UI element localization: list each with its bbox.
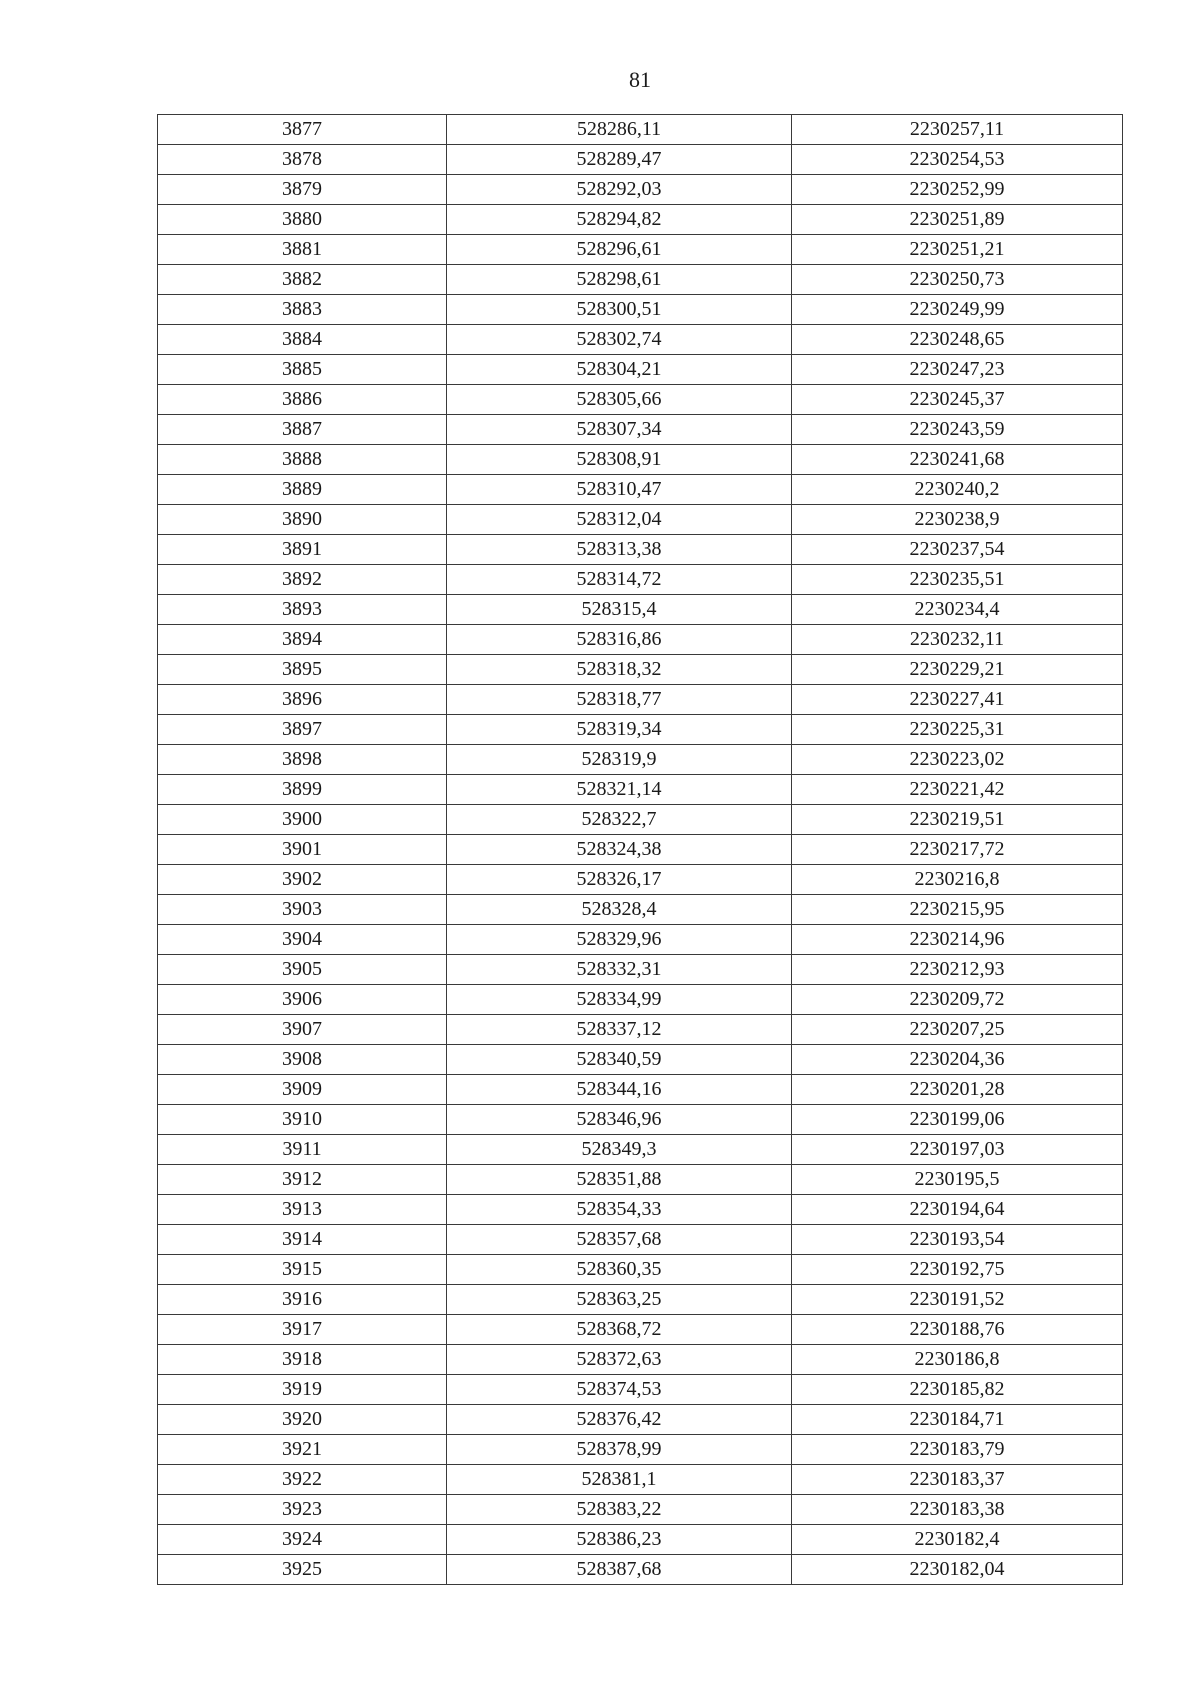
point-number-cell: 3889	[158, 475, 447, 505]
x-coordinate-cell: 528381,1	[447, 1465, 792, 1495]
y-coordinate-cell: 2230209,72	[792, 985, 1123, 1015]
x-coordinate-cell: 528376,42	[447, 1405, 792, 1435]
table-row	[158, 1165, 1123, 1195]
table-row	[158, 595, 1123, 625]
y-coordinate-cell: 2230186,8	[792, 1345, 1123, 1375]
y-coordinate-cell: 2230197,03	[792, 1135, 1123, 1165]
y-coordinate-cell: 2230195,5	[792, 1165, 1123, 1195]
y-coordinate-cell: 2230238,9	[792, 505, 1123, 535]
y-coordinate-cell: 2230232,11	[792, 625, 1123, 655]
x-coordinate-cell: 528318,77	[447, 685, 792, 715]
x-coordinate-cell: 528337,12	[447, 1015, 792, 1045]
table-row	[158, 895, 1123, 925]
table-row	[158, 1105, 1123, 1135]
x-coordinate-cell: 528387,68	[447, 1555, 792, 1585]
y-coordinate-cell: 2230191,52	[792, 1285, 1123, 1315]
point-number-cell: 3918	[158, 1345, 447, 1375]
table-row	[158, 985, 1123, 1015]
y-coordinate-cell: 2230188,76	[792, 1315, 1123, 1345]
table-row	[158, 415, 1123, 445]
table-row	[158, 205, 1123, 235]
point-number-cell: 3890	[158, 505, 447, 535]
point-number-cell: 3910	[158, 1105, 447, 1135]
x-coordinate-cell: 528310,47	[447, 475, 792, 505]
table-row	[158, 1435, 1123, 1465]
y-coordinate-cell: 2230245,37	[792, 385, 1123, 415]
y-coordinate-cell: 2230207,25	[792, 1015, 1123, 1045]
point-number-cell: 3882	[158, 265, 447, 295]
x-coordinate-cell: 528383,22	[447, 1495, 792, 1525]
y-coordinate-cell: 2230257,11	[792, 115, 1123, 145]
x-coordinate-cell: 528286,11	[447, 115, 792, 145]
point-number-cell: 3887	[158, 415, 447, 445]
x-coordinate-cell: 528360,35	[447, 1255, 792, 1285]
coordinates-table	[157, 114, 1123, 1585]
point-number-cell: 3902	[158, 865, 447, 895]
x-coordinate-cell: 528319,9	[447, 745, 792, 775]
table-row	[158, 715, 1123, 745]
x-coordinate-cell: 528322,7	[447, 805, 792, 835]
point-number-cell: 3905	[158, 955, 447, 985]
table-row	[158, 1285, 1123, 1315]
table-row	[158, 865, 1123, 895]
x-coordinate-cell: 528326,17	[447, 865, 792, 895]
y-coordinate-cell: 2230201,28	[792, 1075, 1123, 1105]
y-coordinate-cell: 2230184,71	[792, 1405, 1123, 1435]
y-coordinate-cell: 2230183,37	[792, 1465, 1123, 1495]
table-row	[158, 1045, 1123, 1075]
table-row	[158, 505, 1123, 535]
point-number-cell: 3919	[158, 1375, 447, 1405]
point-number-cell: 3911	[158, 1135, 447, 1165]
y-coordinate-cell: 2230240,2	[792, 475, 1123, 505]
x-coordinate-cell: 528316,86	[447, 625, 792, 655]
point-number-cell: 3892	[158, 565, 447, 595]
x-coordinate-cell: 528329,96	[447, 925, 792, 955]
table-row	[158, 655, 1123, 685]
table-row	[158, 805, 1123, 835]
x-coordinate-cell: 528351,88	[447, 1165, 792, 1195]
table-row	[158, 1375, 1123, 1405]
x-coordinate-cell: 528308,91	[447, 445, 792, 475]
point-number-cell: 3903	[158, 895, 447, 925]
table-row	[158, 145, 1123, 175]
x-coordinate-cell: 528294,82	[447, 205, 792, 235]
table-row	[158, 955, 1123, 985]
table-row	[158, 325, 1123, 355]
y-coordinate-cell: 2230183,79	[792, 1435, 1123, 1465]
table-row	[158, 1255, 1123, 1285]
point-number-cell: 3877	[158, 115, 447, 145]
point-number-cell: 3906	[158, 985, 447, 1015]
table-row	[158, 175, 1123, 205]
point-number-cell: 3896	[158, 685, 447, 715]
x-coordinate-cell: 528312,04	[447, 505, 792, 535]
x-coordinate-cell: 528318,32	[447, 655, 792, 685]
x-coordinate-cell: 528349,3	[447, 1135, 792, 1165]
page-number: 81	[629, 67, 651, 92]
point-number-cell: 3893	[158, 595, 447, 625]
x-coordinate-cell: 528315,4	[447, 595, 792, 625]
point-number-cell: 3891	[158, 535, 447, 565]
table-row	[158, 1495, 1123, 1525]
point-number-cell: 3883	[158, 295, 447, 325]
point-number-cell: 3901	[158, 835, 447, 865]
table-row	[158, 235, 1123, 265]
x-coordinate-cell: 528298,61	[447, 265, 792, 295]
y-coordinate-cell: 2230219,51	[792, 805, 1123, 835]
y-coordinate-cell: 2230215,95	[792, 895, 1123, 925]
x-coordinate-cell: 528313,38	[447, 535, 792, 565]
y-coordinate-cell: 2230229,21	[792, 655, 1123, 685]
x-coordinate-cell: 528324,38	[447, 835, 792, 865]
y-coordinate-cell: 2230182,04	[792, 1555, 1123, 1585]
y-coordinate-cell: 2230217,72	[792, 835, 1123, 865]
x-coordinate-cell: 528357,68	[447, 1225, 792, 1255]
point-number-cell: 3917	[158, 1315, 447, 1345]
point-number-cell: 3916	[158, 1285, 447, 1315]
y-coordinate-cell: 2230212,93	[792, 955, 1123, 985]
point-number-cell: 3900	[158, 805, 447, 835]
y-coordinate-cell: 2230243,59	[792, 415, 1123, 445]
y-coordinate-cell: 2230241,68	[792, 445, 1123, 475]
y-coordinate-cell: 2230252,99	[792, 175, 1123, 205]
y-coordinate-cell: 2230193,54	[792, 1225, 1123, 1255]
table-row	[158, 535, 1123, 565]
table-row	[158, 1015, 1123, 1045]
y-coordinate-cell: 2230247,23	[792, 355, 1123, 385]
y-coordinate-cell: 2230185,82	[792, 1375, 1123, 1405]
point-number-cell: 3885	[158, 355, 447, 385]
table-row	[158, 1075, 1123, 1105]
x-coordinate-cell: 528292,03	[447, 175, 792, 205]
x-coordinate-cell: 528354,33	[447, 1195, 792, 1225]
point-number-cell: 3925	[158, 1555, 447, 1585]
table-row	[158, 1135, 1123, 1165]
point-number-cell: 3879	[158, 175, 447, 205]
point-number-cell: 3920	[158, 1405, 447, 1435]
y-coordinate-cell: 2230249,99	[792, 295, 1123, 325]
y-coordinate-cell: 2230227,41	[792, 685, 1123, 715]
point-number-cell: 3888	[158, 445, 447, 475]
point-number-cell: 3898	[158, 745, 447, 775]
point-number-cell: 3904	[158, 925, 447, 955]
y-coordinate-cell: 2230235,51	[792, 565, 1123, 595]
table-row	[158, 265, 1123, 295]
table-row	[158, 445, 1123, 475]
table-row	[158, 685, 1123, 715]
table-row	[158, 775, 1123, 805]
table-row	[158, 385, 1123, 415]
point-number-cell: 3884	[158, 325, 447, 355]
x-coordinate-cell: 528332,31	[447, 955, 792, 985]
x-coordinate-cell: 528289,47	[447, 145, 792, 175]
x-coordinate-cell: 528319,34	[447, 715, 792, 745]
table-row	[158, 835, 1123, 865]
y-coordinate-cell: 2230183,38	[792, 1495, 1123, 1525]
x-coordinate-cell: 528300,51	[447, 295, 792, 325]
x-coordinate-cell: 528296,61	[447, 235, 792, 265]
y-coordinate-cell: 2230199,06	[792, 1105, 1123, 1135]
table-row	[158, 1465, 1123, 1495]
y-coordinate-cell: 2230182,4	[792, 1525, 1123, 1555]
x-coordinate-cell: 528378,99	[447, 1435, 792, 1465]
table-row	[158, 745, 1123, 775]
point-number-cell: 3899	[158, 775, 447, 805]
y-coordinate-cell: 2230221,42	[792, 775, 1123, 805]
table-row	[158, 1195, 1123, 1225]
y-coordinate-cell: 2230237,54	[792, 535, 1123, 565]
point-number-cell: 3921	[158, 1435, 447, 1465]
x-coordinate-cell: 528304,21	[447, 355, 792, 385]
y-coordinate-cell: 2230248,65	[792, 325, 1123, 355]
point-number-cell: 3878	[158, 145, 447, 175]
point-number-cell: 3908	[158, 1045, 447, 1075]
y-coordinate-cell: 2230234,4	[792, 595, 1123, 625]
table-row	[158, 625, 1123, 655]
x-coordinate-cell: 528314,72	[447, 565, 792, 595]
point-number-cell: 3907	[158, 1015, 447, 1045]
table-row	[158, 355, 1123, 385]
point-number-cell: 3881	[158, 235, 447, 265]
point-number-cell: 3897	[158, 715, 447, 745]
point-number-cell: 3922	[158, 1465, 447, 1495]
point-number-cell: 3894	[158, 625, 447, 655]
table-row	[158, 115, 1123, 145]
x-coordinate-cell: 528307,34	[447, 415, 792, 445]
x-coordinate-cell: 528372,63	[447, 1345, 792, 1375]
table-row	[158, 295, 1123, 325]
x-coordinate-cell: 528305,66	[447, 385, 792, 415]
table-row	[158, 1315, 1123, 1345]
x-coordinate-cell: 528363,25	[447, 1285, 792, 1315]
x-coordinate-cell: 528374,53	[447, 1375, 792, 1405]
x-coordinate-cell: 528346,96	[447, 1105, 792, 1135]
table-row	[158, 1405, 1123, 1435]
y-coordinate-cell: 2230251,21	[792, 235, 1123, 265]
y-coordinate-cell: 2230194,64	[792, 1195, 1123, 1225]
point-number-cell: 3886	[158, 385, 447, 415]
x-coordinate-cell: 528328,4	[447, 895, 792, 925]
table-row	[158, 475, 1123, 505]
y-coordinate-cell: 2230254,53	[792, 145, 1123, 175]
x-coordinate-cell: 528344,16	[447, 1075, 792, 1105]
point-number-cell: 3923	[158, 1495, 447, 1525]
point-number-cell: 3913	[158, 1195, 447, 1225]
point-number-cell: 3914	[158, 1225, 447, 1255]
y-coordinate-cell: 2230214,96	[792, 925, 1123, 955]
table-row	[158, 1555, 1123, 1585]
y-coordinate-cell: 2230250,73	[792, 265, 1123, 295]
point-number-cell: 3915	[158, 1255, 447, 1285]
x-coordinate-cell: 528386,23	[447, 1525, 792, 1555]
table-row	[158, 1345, 1123, 1375]
x-coordinate-cell: 528368,72	[447, 1315, 792, 1345]
y-coordinate-cell: 2230225,31	[792, 715, 1123, 745]
table-row	[158, 925, 1123, 955]
x-coordinate-cell: 528302,74	[447, 325, 792, 355]
y-coordinate-cell: 2230204,36	[792, 1045, 1123, 1075]
point-number-cell: 3909	[158, 1075, 447, 1105]
coordinates-table-body	[158, 115, 1123, 1585]
y-coordinate-cell: 2230216,8	[792, 865, 1123, 895]
point-number-cell: 3880	[158, 205, 447, 235]
x-coordinate-cell: 528340,59	[447, 1045, 792, 1075]
table-row	[158, 565, 1123, 595]
point-number-cell: 3912	[158, 1165, 447, 1195]
y-coordinate-cell: 2230192,75	[792, 1255, 1123, 1285]
table-row	[158, 1225, 1123, 1255]
point-number-cell: 3895	[158, 655, 447, 685]
y-coordinate-cell: 2230251,89	[792, 205, 1123, 235]
x-coordinate-cell: 528321,14	[447, 775, 792, 805]
table-row	[158, 1525, 1123, 1555]
point-number-cell: 3924	[158, 1525, 447, 1555]
y-coordinate-cell: 2230223,02	[792, 745, 1123, 775]
x-coordinate-cell: 528334,99	[447, 985, 792, 1015]
